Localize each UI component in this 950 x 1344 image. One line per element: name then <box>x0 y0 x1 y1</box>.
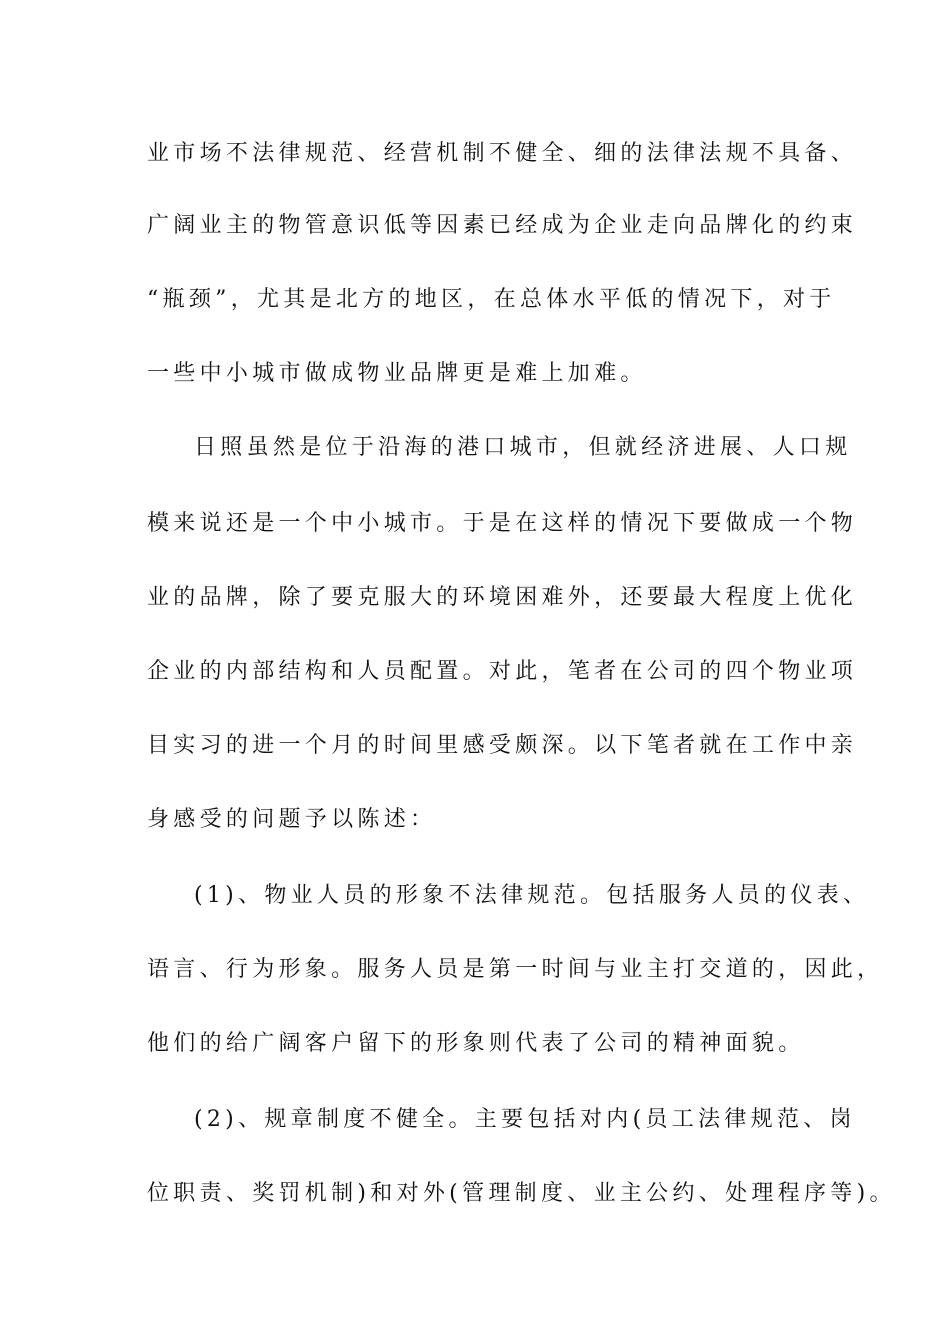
text-line: 一些中小城市做成物业品牌更是难上加难。 <box>147 361 647 386</box>
text-line: 目实习的进一个月的时间里感受颇深。以下笔者就在工作中亲 <box>147 733 858 758</box>
paragraph-first-line: (2)、规章制度不健全。主要包括对内(员工法律规范、岗 <box>194 1107 856 1132</box>
text-line: 模来说还是一个中小城市。于是在这样的情况下要做成一个物 <box>147 511 858 536</box>
text-line: 他们的给广阔客户留下的形象则代表了公司的精神面貌。 <box>147 1031 805 1056</box>
text-line: 业市场不法律规范、经营机制不健全、细的法律法规不具备、 <box>147 141 858 166</box>
text-line: 广阔业主的物管意识低等因素已经成为企业走向品牌化的约束 <box>147 213 858 238</box>
text-line: “瓶颈”，尤其是北方的地区，在总体水平低的情况下，对于 <box>147 287 836 312</box>
text-line: 语言、行为形象。服务人员是第一时间与业主打交道的，因此， <box>147 957 884 982</box>
text-line: 身感受的问题予以陈述： <box>147 807 437 832</box>
text-line: 企业的内部结构和人员配置。对此，笔者在公司的四个物业项 <box>147 659 858 684</box>
text-line: 业的品牌，除了要克服大的环境困难外，还要最大程度上优化 <box>147 585 858 610</box>
paragraph-first-line: (1)、物业人员的形象不法律规范。包括服务人员的仪表、 <box>194 883 870 908</box>
text-line: 位职责、奖罚机制)和对外(管理制度、业主公约、处理程序等)。 <box>147 1181 896 1206</box>
paragraph-first-line: 日照虽然是位于沿海的港口城市，但就经济进展、人口规 <box>194 435 852 460</box>
